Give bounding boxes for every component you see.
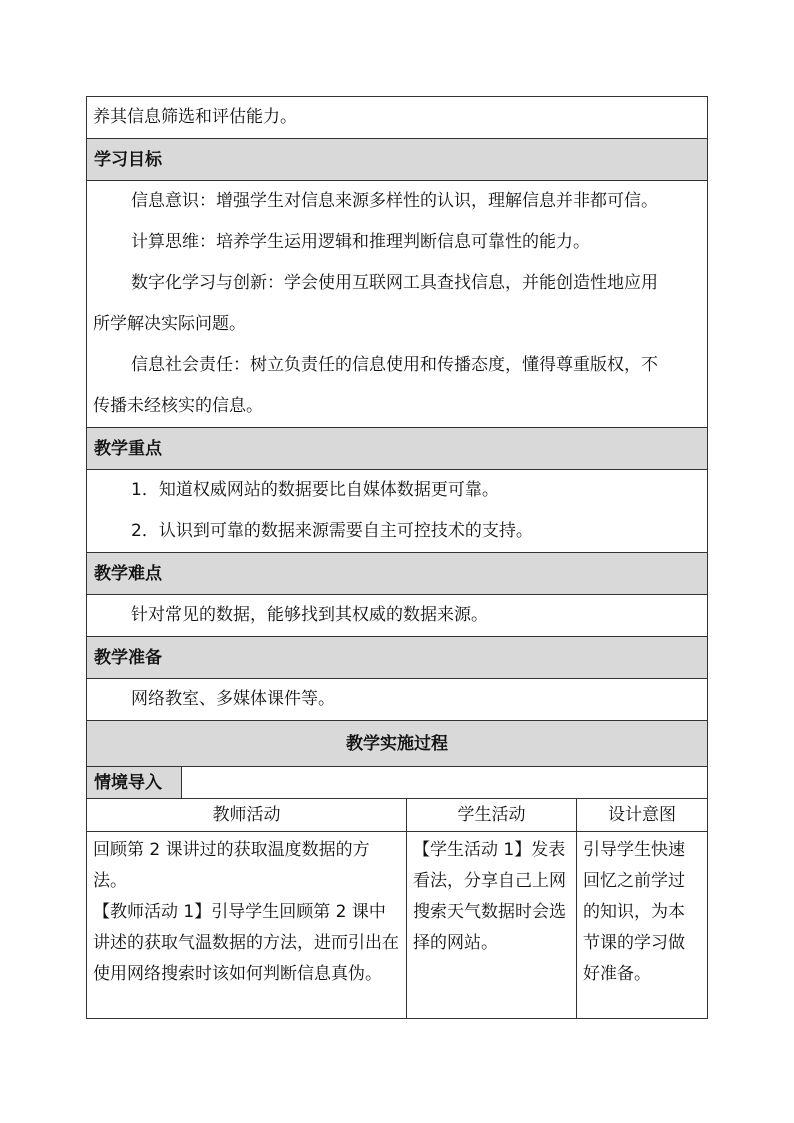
- activity-table-row: [86, 832, 708, 1019]
- design-intent-cell: [577, 832, 707, 1018]
- objective-line: 所学解决实际问题。: [93, 314, 246, 334]
- objective-line: 信息意识：增强学生对信息来源多样性的认识，理解信息并非都可信。: [131, 191, 658, 211]
- column-header-intent: 设计意图: [608, 805, 676, 825]
- preparation-cell: [86, 679, 708, 721]
- objectives-heading: 学习目标: [86, 139, 708, 181]
- section-label-row: [86, 767, 708, 799]
- teacher-activity-text: 【教师活动 1】引导学生回顾第 2 课中讲述的获取气温数据的方法，进而引出在使用网络搜索时该如何判断信息真伪。: [93, 902, 399, 984]
- activity-table-header: [86, 799, 708, 832]
- objective-line: 信息社会责任：树立负责任的信息使用和传播态度，懂得尊重版权，不: [131, 355, 658, 375]
- preparation-heading: 教学准备: [86, 637, 708, 679]
- key-points-heading: 教学重点: [86, 428, 708, 470]
- student-activity-cell: [407, 832, 577, 1018]
- section-label: 情境导入: [87, 767, 182, 798]
- objective-line: 传播未经核实的信息。: [93, 396, 263, 416]
- difficulties-cell: [86, 595, 708, 637]
- objectives-cell: [86, 181, 708, 428]
- teacher-activity-text: 回顾第 2 课讲过的获取温度数据的方法。: [93, 840, 370, 891]
- intro-cell: [86, 96, 708, 139]
- process-heading: 教学实施过程: [86, 721, 708, 767]
- preparation-line: 网络教室、多媒体课件等。: [131, 689, 335, 709]
- key-point-line: 2．认识到可靠的数据来源需要自主可控技术的支持。: [131, 521, 533, 541]
- lesson-plan-table: [86, 96, 708, 1019]
- student-activity-text: 【学生活动 1】发表看法，分享自己上网搜索天气数据时会选择的网站。: [413, 840, 566, 953]
- column-header-student: 学生活动: [407, 799, 577, 831]
- difficulties-heading: 教学难点: [86, 553, 708, 595]
- design-intent-text: 引导学生快速回忆之前学过的知识，为本节课的学习做好准备。: [583, 840, 685, 984]
- column-header-teacher: 教师活动: [87, 799, 407, 831]
- difficulty-line: 针对常见的数据，能够找到其权威的数据来源。: [131, 605, 488, 625]
- key-point-line: 1．知道权威网站的数据要比自媒体数据更可靠。: [131, 480, 499, 500]
- teacher-activity-cell: [87, 832, 407, 1018]
- key-points-cell: [86, 470, 708, 553]
- objective-line: 计算思维：培养学生运用逻辑和推理判断信息可靠性的能力。: [131, 232, 590, 252]
- objective-line: 数字化学习与创新：学会使用互联网工具查找信息，并能创造性地应用: [131, 273, 658, 293]
- intro-text: 养其信息筛选和评估能力。: [93, 107, 297, 127]
